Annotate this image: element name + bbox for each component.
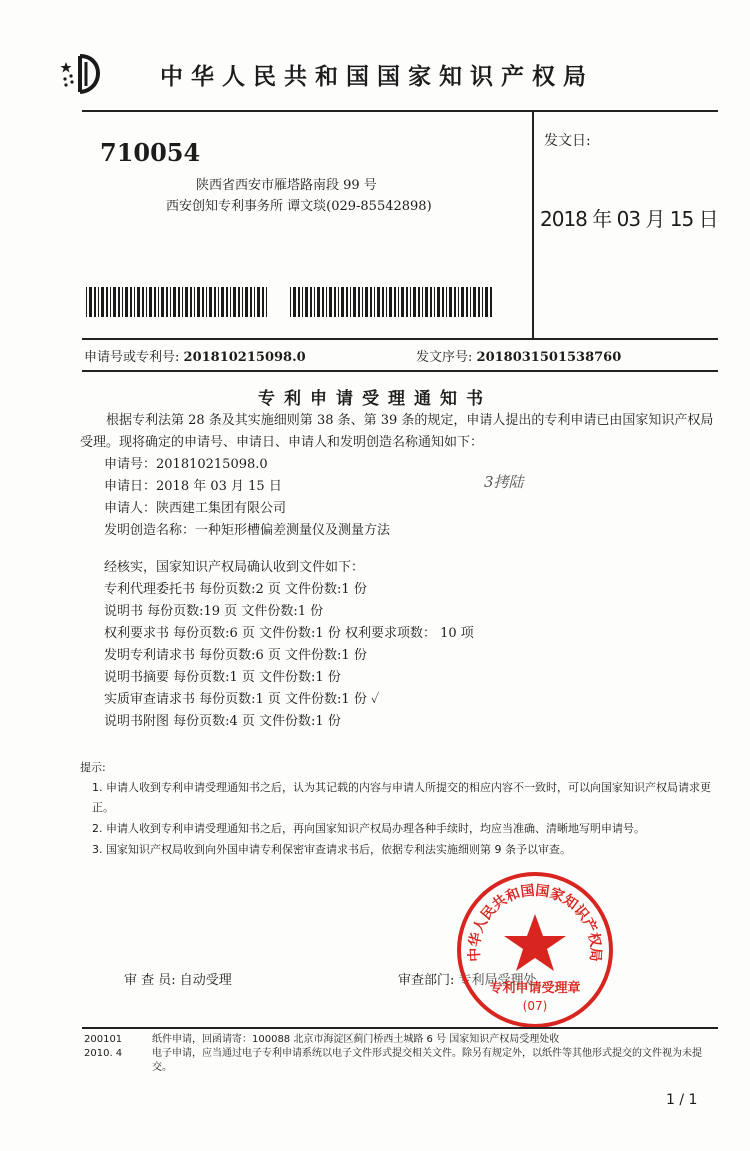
form-number: 200101: [84, 1034, 123, 1045]
examiner: 自动受理: [179, 973, 232, 988]
seal-code: (07): [522, 999, 548, 1013]
seal-ring-text: 中华人民共和国国家知识产权局: [466, 882, 604, 963]
cnipa-logo-icon: [60, 52, 110, 96]
received-intro: 经核实，国家知识产权局确认收到文件如下：: [104, 560, 365, 575]
serial-number-row: [416, 346, 621, 365]
send-date: 2018 年 03 月 15 日: [540, 207, 718, 231]
serial-number-label: 发文序号:: [416, 350, 473, 365]
received-file-item: 发明专利请求书 每份页数:6 页 文件份数:1 份: [104, 648, 367, 663]
recipient-address: 陕西省西安市雁塔路南段 99 号: [196, 178, 377, 193]
handwritten-note: 3拷陆: [484, 473, 524, 491]
office-name: 中华人民共和国国家知识产权局: [160, 64, 594, 90]
recipient-agency: 西安创知专利事务所 谭文琰(029-85542898): [166, 199, 432, 214]
notes-heading: 提示:: [80, 761, 106, 774]
box-divider: [532, 110, 534, 340]
applicant-field: 申请人：陕西建工集团有限公司: [104, 501, 287, 516]
box-bottom-rule: [82, 338, 718, 340]
send-date-label: 发文日:: [544, 133, 591, 149]
reference-rule: [82, 370, 718, 372]
serial-number: 2018031501538760: [476, 350, 622, 365]
barcode-left: [86, 287, 272, 317]
examiner-row: [124, 970, 232, 992]
application-number-field: 申请号：201810215098.0: [104, 457, 268, 472]
note-item: 2. 申请人收到专利申请受理通知书之后，再向国家知识产权局办理各种手续时，均应当准确、清晰地写明申请号。: [92, 822, 645, 835]
received-file-item: 说明书附图 每份页数:4 页 文件份数:1 份: [104, 714, 341, 729]
department-label: 审查部门:: [398, 973, 455, 988]
filing-date-field: 申请日：2018 年 03 月 15 日: [104, 479, 282, 494]
intro-paragraph: 根据专利法第 28 条及其实施细则第 38 条、第 39 条的规定，申请人提出的专利申请已由国家知识产权局受理。现将确定的申请号、申请日、申请人和发明创造名称通知如下：: [80, 413, 714, 450]
official-seal-icon: [455, 870, 615, 1030]
note-item: 3. 国家知识产权局收到向外国申请专利保密审查请求书后，依据专利法实施细则第 9 条予以审查。: [92, 843, 571, 856]
received-file-item: 说明书 每份页数:19 页 文件份数:1 份: [104, 604, 324, 619]
form-date: 2010. 4: [84, 1048, 123, 1059]
page-number: 1 / 1: [666, 1092, 698, 1108]
received-file-item: 说明书摘要 每份页数:1 页 文件份数:1 份: [104, 670, 341, 685]
application-number-label: 申请号或专利号:: [84, 350, 180, 365]
note-item: 1. 申请人收到专利申请受理通知书之后，认为其记载的内容与申请人所提交的相应内容不一致时，可以向国家知识产权局请求更正。: [92, 781, 711, 814]
invention-title-field: 发明创造名称：一种矩形槽偏差测量仪及测量方法: [104, 523, 391, 538]
seal-inner-text: 专利申请受理章: [489, 981, 581, 996]
header-rule: [82, 110, 718, 112]
postcode: 710054: [100, 138, 201, 167]
barcode-right: [290, 287, 496, 317]
department: 专利局受理处: [458, 973, 537, 988]
electronic-filing-note: 电子申请，应当通过电子专利申请系统以电子文件形式提交相关文件。除另有规定外，以纸件等其他形式提交的文件视为未提交。: [152, 1048, 702, 1073]
received-file-item: 实质审查请求书 每份页数:1 页 文件份数:1 份 ✓: [104, 692, 380, 707]
application-number: 201810215098.0: [183, 350, 306, 365]
application-number-row: [84, 346, 306, 365]
paper-filing-note: 纸件申请，回函请寄：100088 北京市海淀区蓟门桥西土城路 6 号 国家知识产权局受理处收: [152, 1034, 560, 1045]
footer-rule: [82, 1027, 718, 1029]
received-file-item: 专利代理委托书 每份页数:2 页 文件份数:1 份: [104, 582, 367, 597]
received-file-item: 权利要求书 每份页数:6 页 文件份数:1 份 权利要求项数： 10 项: [104, 626, 474, 641]
examiner-label: 审 查 员:: [124, 973, 176, 988]
document-title: 专利申请受理通知书: [258, 389, 492, 409]
